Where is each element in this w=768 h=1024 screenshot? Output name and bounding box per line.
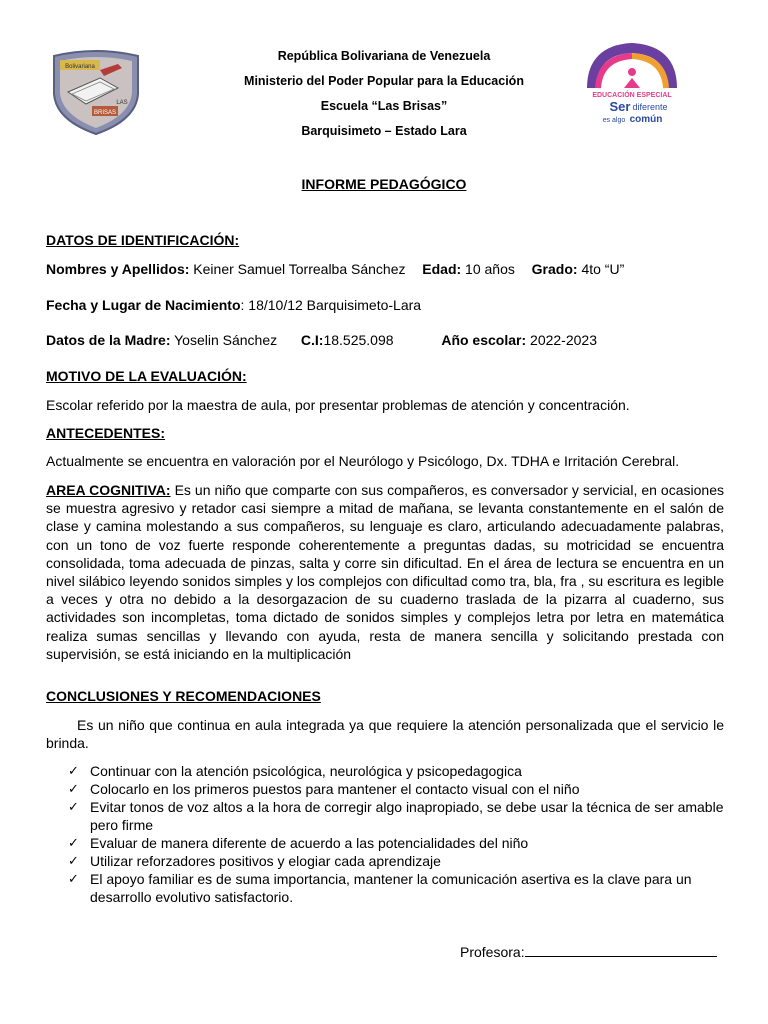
report-title: INFORME PEDAGÓGICO	[301, 176, 467, 192]
age-label: Edad:	[422, 261, 462, 277]
header-school: Escuela “Las Brisas”	[320, 99, 448, 113]
svg-text:Ser: Ser	[609, 99, 631, 114]
check-icon: ✓	[68, 799, 79, 814]
list-item: ✓ Colocarlo en los primeros puestos para mantener el contacto visual con el niño	[68, 781, 580, 797]
svg-text:Bolivariana: Bolivariana	[65, 64, 95, 70]
svg-text:LAS: LAS	[116, 100, 128, 106]
list-item: ✓ Evaluar de manera diferente de acuerdo a las potencialidades del niño	[68, 835, 529, 851]
school-year-label: Año escolar:	[441, 332, 527, 348]
list-item: ✓ Evitar tonos de voz altos a la hora de corregir algo inapropiado, se debe usar la técnica de ser amable pero firme	[68, 799, 724, 833]
identification-heading: DATOS DE IDENTIFICACIÓN:	[46, 232, 240, 248]
svg-text:BRISAS: BRISAS	[93, 110, 117, 116]
ci-label: C.I:	[300, 332, 324, 348]
names-label: Nombres y Apellidos:	[46, 261, 190, 277]
cognitive-heading: AREA COGNITIVA:	[46, 482, 171, 498]
check-icon: ✓	[68, 871, 79, 886]
reason-text: Escolar referido por la maestra de aula, por presentar problemas de atención y concentración.	[46, 397, 630, 413]
age-value: 10 años	[461, 261, 515, 277]
birth-value: : 18/10/12 Barquisimeto-Lara	[240, 297, 422, 313]
list-item: ✓ El apoyo familiar es de suma importancia, mantener la comunicación asertiva es la clave para un desarrollo evolutivo satisfactorio.	[68, 871, 692, 905]
check-icon: ✓	[68, 781, 79, 796]
school-year-value: 2022-2023	[526, 332, 597, 348]
recommendations-list	[46, 762, 724, 906]
background-text: Actualmente se encuentra en valoración por el Neurólogo y Psicólogo, Dx. TDHA e Irritación Cerebral.	[46, 453, 680, 469]
header-ministry: Ministerio del Poder Popular para la Educación	[244, 74, 524, 88]
conclusions-heading: CONCLUSIONES Y RECOMENDACIONES	[46, 688, 321, 704]
check-icon: ✓	[68, 835, 79, 850]
conclusions-intro: Es un niño que continua en aula integrada ya que requiere la atención personalizada que el servicio le brinda.	[46, 717, 724, 752]
document-header	[200, 44, 568, 144]
check-icon: ✓	[68, 763, 79, 778]
signature-blank	[525, 942, 717, 957]
svg-text:común: común	[629, 114, 663, 125]
mother-value: Yoselin Sánchez	[170, 332, 278, 348]
signature-line	[460, 942, 717, 960]
header-location: Barquisimeto – Estado Lara	[301, 124, 467, 138]
special-education-logo	[584, 42, 680, 128]
cognitive-text: Es un niño que comparte con sus compañeros, es conversador y servicial, en ocasiones se muestra agresivo y retador casi siempre a mitad de mañana, se levanta constantemente en el salón de clase y camina molestando a sus compañeros, su lenguaje es claro, articulando adecuadamente palabras, con un tono de voz fuerte responde coherentemente a preguntas dadas, su motricidad se encuentra consolidada, toma adecuada de pinzas, salta y corre sin dificultad. En el área de lectura se encuentra en un nivel silábico leyendo sonidos simples y los complejos con dificultad como tra, bla, fra , su escritura es legible a veces y otra no debido a la desorgazacion de su cuaderno traslada de la pizarra al cuaderno, sus actividades son incompletas, toma dictado de sonidos simples y complejos letra por letra en matemática realiza sumas sencillas y llevando con ayuda, resta de manera sencilla y solicitando prestada con supervisión, se está iniciando en la multiplicación	[46, 482, 724, 662]
svg-text:diferente: diferente	[632, 102, 668, 112]
birth-row	[46, 297, 724, 313]
names-row	[46, 261, 724, 277]
background-heading: ANTECEDENTES:	[46, 425, 166, 441]
ci-value: 18.525.098	[323, 332, 394, 348]
names-value: Keiner Samuel Torrealba Sánchez	[189, 261, 406, 277]
birth-label: Fecha y Lugar de Nacimiento	[46, 297, 241, 313]
grade-value: 4to “U”	[577, 261, 625, 277]
svg-text:EDUCACIÓN ESPECIAL: EDUCACIÓN ESPECIAL	[592, 92, 672, 99]
mother-label: Datos de la Madre:	[46, 332, 171, 348]
grade-label: Grado:	[531, 261, 578, 277]
list-item: ✓ Continuar con la atención psicológica, neurológica y psicopedagogica	[68, 763, 522, 779]
reason-heading: MOTIVO DE LA EVALUACIÓN:	[46, 368, 247, 384]
header-country: República Bolivariana de Venezuela	[277, 49, 491, 63]
check-icon: ✓	[68, 853, 79, 868]
school-shield-logo	[48, 48, 144, 136]
list-item: ✓ Utilizar reforzadores positivos y elogiar cada aprendizaje	[68, 853, 441, 869]
signature-label: Profesora:	[460, 944, 525, 960]
mother-row	[46, 332, 724, 348]
cognitive-paragraph	[46, 481, 724, 663]
svg-text:es algo: es algo	[602, 117, 626, 124]
